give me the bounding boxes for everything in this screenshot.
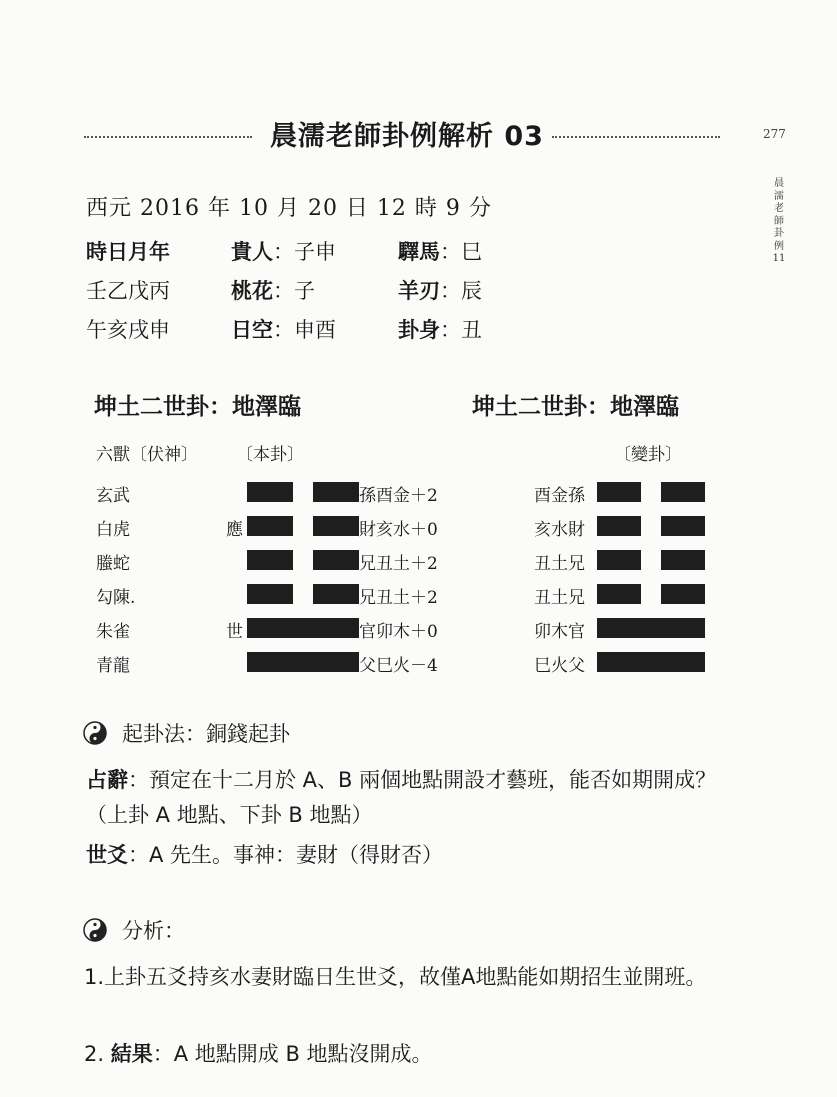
ying-mark: 應: [226, 520, 243, 540]
changed-yin-line: [597, 584, 705, 604]
bar-segment: [597, 516, 641, 536]
main-line-label: 兄丑土＋2: [359, 554, 438, 574]
spirit-label: 白虎: [96, 520, 130, 540]
bar-segment: [597, 584, 641, 604]
main-yang-line: [247, 618, 359, 638]
spirit-label: 玄武: [96, 486, 130, 506]
bar-segment: [247, 618, 359, 638]
title-rule-right: [552, 136, 720, 138]
bar-gap: [293, 550, 313, 570]
changed-yang-line: [597, 618, 705, 638]
bar-segment: [247, 550, 293, 570]
item-number: 2.: [84, 1042, 105, 1066]
info-pair: 卦身：丑: [398, 318, 482, 342]
analysis-item-2: [84, 1037, 734, 1072]
world-label: 世爻: [86, 843, 128, 867]
bar-segment: [247, 482, 293, 502]
bar-gap: [293, 516, 313, 536]
bar-gap: [641, 584, 661, 604]
analysis-heading: 分析：: [122, 919, 185, 943]
item-number: 1.: [84, 965, 105, 989]
item-text: ：A 地點開成 B 地點沒開成。: [152, 1042, 433, 1066]
bar-segment: [247, 652, 359, 672]
page-title: 晨濡老師卦例解析 03: [270, 121, 544, 152]
main-yang-line: [247, 652, 359, 672]
page-number: 277: [763, 127, 786, 141]
changed-line-label: 丑土兄: [534, 588, 585, 608]
subheader-hidden-spirits: 六獸〔伏神〕: [96, 445, 198, 465]
bar-gap: [641, 482, 661, 502]
world-line-paragraph: [86, 838, 736, 873]
pillar-header: 時日月年: [86, 240, 170, 264]
side-running-head: 晨濡老師卦例11: [772, 178, 786, 264]
analysis-item-1: [84, 960, 766, 995]
question-paragraph: [86, 763, 736, 833]
bar-segment: [597, 482, 641, 502]
changed-line-label: 巳火父: [534, 656, 585, 676]
spirit-label: 青龍: [96, 656, 130, 676]
changed-yin-line: [597, 516, 705, 536]
main-line-label: 官卯木＋0: [359, 622, 438, 642]
subheader-changed: 〔變卦〕: [614, 445, 682, 465]
main-yin-line: [247, 550, 359, 570]
date-line: 西元 2016 年 10 月 20 日 12 時 9 分: [86, 196, 492, 221]
bar-gap: [293, 584, 313, 604]
bar-segment: [597, 652, 705, 672]
yin-yang-icon: [82, 917, 108, 943]
bar-gap: [293, 482, 313, 502]
bar-segment: [597, 550, 641, 570]
spirit-label: 螣蛇: [96, 554, 130, 574]
info-pair: 貴人：子申: [231, 240, 336, 264]
main-yin-line: [247, 584, 359, 604]
title-rule-left: [84, 136, 252, 138]
subheader-main: 〔本卦〕: [236, 445, 304, 465]
main-yin-line: [247, 516, 359, 536]
item-text: 上卦五爻持亥水妻財臨日生世爻，故僅A地點能如期招生並開班。: [104, 965, 707, 989]
bar-segment: [247, 516, 293, 536]
pillar-stems: 壬乙戊丙: [86, 279, 170, 303]
spirit-label: 勾陳.: [96, 588, 136, 608]
bar-segment: [313, 584, 359, 604]
yin-yang-icon: [82, 720, 108, 746]
bar-segment: [661, 516, 705, 536]
world-text: ：A 先生。事神：妻財（得財否）: [128, 843, 444, 867]
info-pair: 日空：申酉: [231, 318, 336, 342]
method-section: [82, 718, 290, 748]
changed-line-label: 丑土兄: [534, 554, 585, 574]
bar-segment: [313, 516, 359, 536]
changed-yang-line: [597, 652, 705, 672]
changed-line-label: 卯木官: [534, 622, 585, 642]
changed-yin-line: [597, 550, 705, 570]
question-text: ：預定在十二月於 A、B 兩個地點開設才藝班，能否如期開成？（上卦 A 地點、下卦 B 地點）: [86, 768, 717, 827]
main-line-label: 孫酉金＋2: [359, 486, 438, 506]
bar-segment: [313, 482, 359, 502]
bar-segment: [597, 618, 705, 638]
bar-segment: [313, 550, 359, 570]
result-label: 結果: [110, 1042, 153, 1066]
analysis-section: [82, 915, 185, 945]
bar-segment: [661, 550, 705, 570]
bar-gap: [641, 516, 661, 536]
bar-segment: [661, 482, 705, 502]
main-line-label: 兄丑土＋2: [359, 588, 438, 608]
shi-mark: 世: [226, 622, 243, 642]
changed-line-label: 酉金孫: [534, 486, 585, 506]
hexagram-title-main: 坤土二世卦：地澤臨: [94, 394, 301, 420]
method-label: 起卦法：: [122, 722, 206, 746]
spirit-label: 朱雀: [96, 622, 130, 642]
info-pair: 羊刃：辰: [398, 279, 482, 303]
bar-segment: [247, 584, 293, 604]
pillar-branches: 午亥戌申: [86, 318, 170, 342]
main-line-label: 父巳火－4: [359, 656, 438, 676]
hexagram-title-changed: 坤土二世卦：地澤臨: [472, 394, 679, 420]
info-pair: 桃花：子: [231, 279, 315, 303]
changed-yin-line: [597, 482, 705, 502]
changed-line-label: 亥水財: [534, 520, 585, 540]
main-yin-line: [247, 482, 359, 502]
info-pair: 驛馬：巳: [398, 240, 482, 264]
bar-gap: [641, 550, 661, 570]
question-label: 占辭: [86, 768, 128, 792]
main-line-label: 財亥水＋0: [359, 520, 438, 540]
bar-segment: [661, 584, 705, 604]
method-value: 銅錢起卦: [206, 722, 290, 746]
